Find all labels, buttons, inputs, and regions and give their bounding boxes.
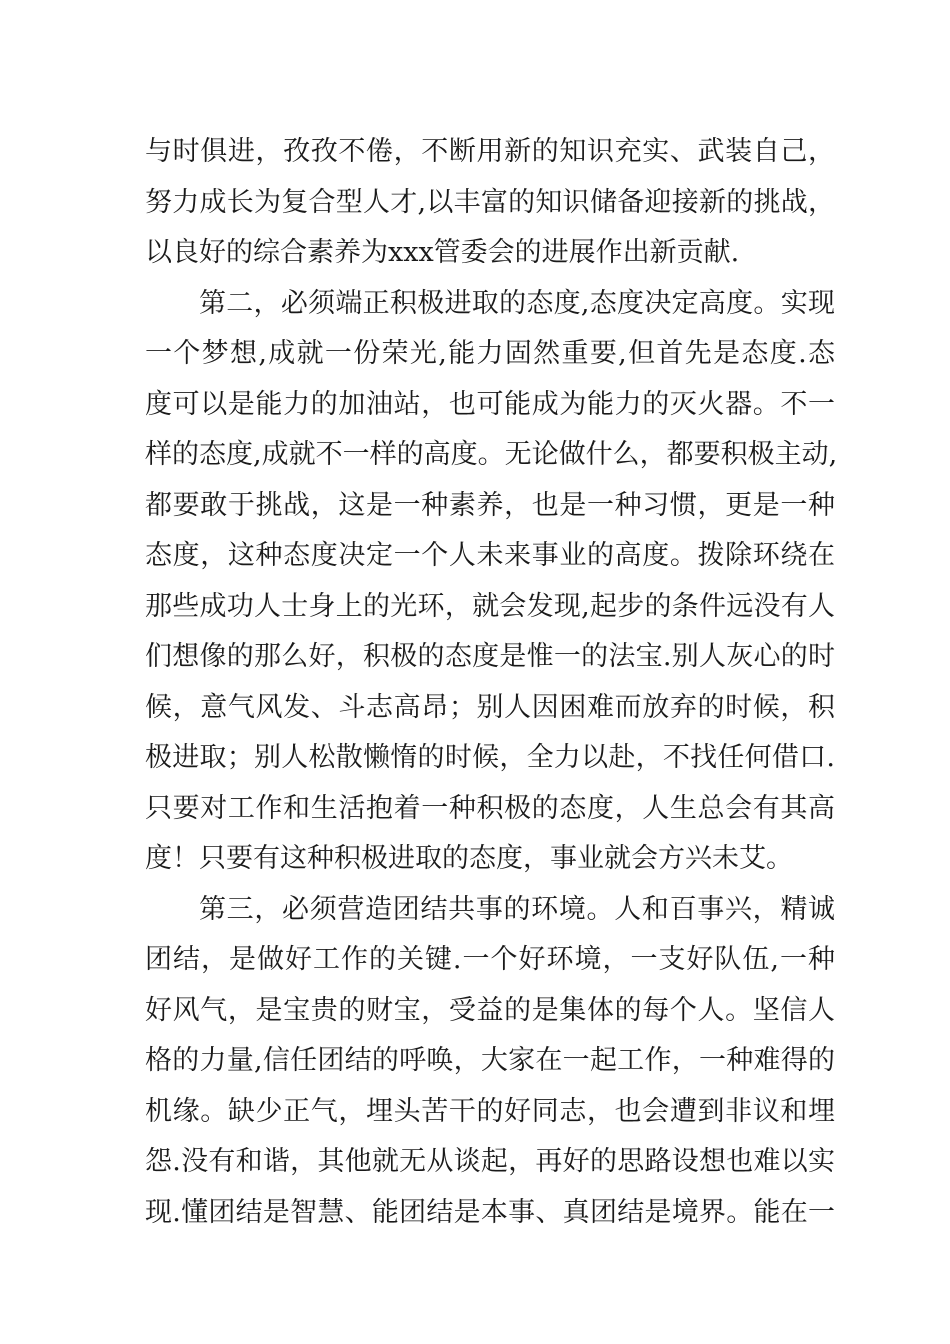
paragraph-line: 怨.没有和谐，其他就无从谈起，再好的思路设想也难以实 — [145, 1146, 835, 1177]
paragraph-line: 现.懂团结是智慧、能团结是本事、真团结是境界。能在一 — [145, 1196, 835, 1228]
paragraph-line: 样的态度,成就不一样的高度。无论做什么，都要积极主动, — [145, 439, 838, 470]
paragraph-line: 那些成功人士身上的光环，就会发现,起步的条件远没有人 — [145, 590, 835, 622]
paragraph-line: 第三，必须营造团结共事的环境。人和百事兴，精诚 — [199, 893, 835, 925]
document-body — [145, 127, 838, 1238]
paragraph-line: 候，意气风发、斗志高昂；别人因困难而放弃的时候，积 — [145, 691, 835, 723]
paragraph-line: 们想像的那么好，积极的态度是惟一的法宝.别人灰心的时 — [145, 641, 835, 672]
paragraph-line: 以良好的综合素养为xxx管委会的进展作出新贡献. — [145, 237, 740, 268]
paragraph-line: 态度，这种态度决定一个人未来事业的高度。拨除环绕在 — [145, 540, 835, 571]
paragraph-line: 都要敢于挑战，这是一种素养，也是一种习惯，更是一种 — [145, 489, 835, 521]
paragraph-line: 努力成长为复合型人才,以丰富的知识储备迎接新的挑战， — [145, 186, 835, 218]
paragraph-line: 一个梦想,成就一份荣光,能力固然重要,但首先是态度.态 — [145, 338, 835, 369]
paragraph-line: 格的力量,信任团结的呼唤，大家在一起工作，一种难得的 — [145, 1045, 835, 1076]
paragraph-line: 与时俱进，孜孜不倦，不断用新的知识充实、武装自己， — [145, 136, 835, 167]
paragraph-line: 机缘。缺少正气，埋头苦干的好同志，也会遭到非议和埋 — [145, 1095, 835, 1127]
paragraph-line: 极进取；别人松散懒惰的时候，全力以赴，不找任何借口. — [145, 742, 835, 773]
paragraph-line: 度！只要有这种积极进取的态度，事业就会方兴未艾。 — [145, 843, 793, 874]
paragraph-line: 度可以是能力的加油站，也可能成为能力的灭火器。不一 — [145, 388, 835, 420]
paragraph-line: 只要对工作和生活抱着一种积极的态度，人生总会有其高 — [145, 792, 835, 824]
paragraph-line: 团结，是做好工作的关键.一个好环境，一支好队伍,一种 — [145, 944, 835, 975]
paragraph-line: 第二，必须端正积极进取的态度,态度决定高度。实现 — [199, 287, 835, 319]
paragraph-line: 好风气，是宝贵的财宝，受益的是集体的每个人。坚信人 — [145, 994, 835, 1026]
